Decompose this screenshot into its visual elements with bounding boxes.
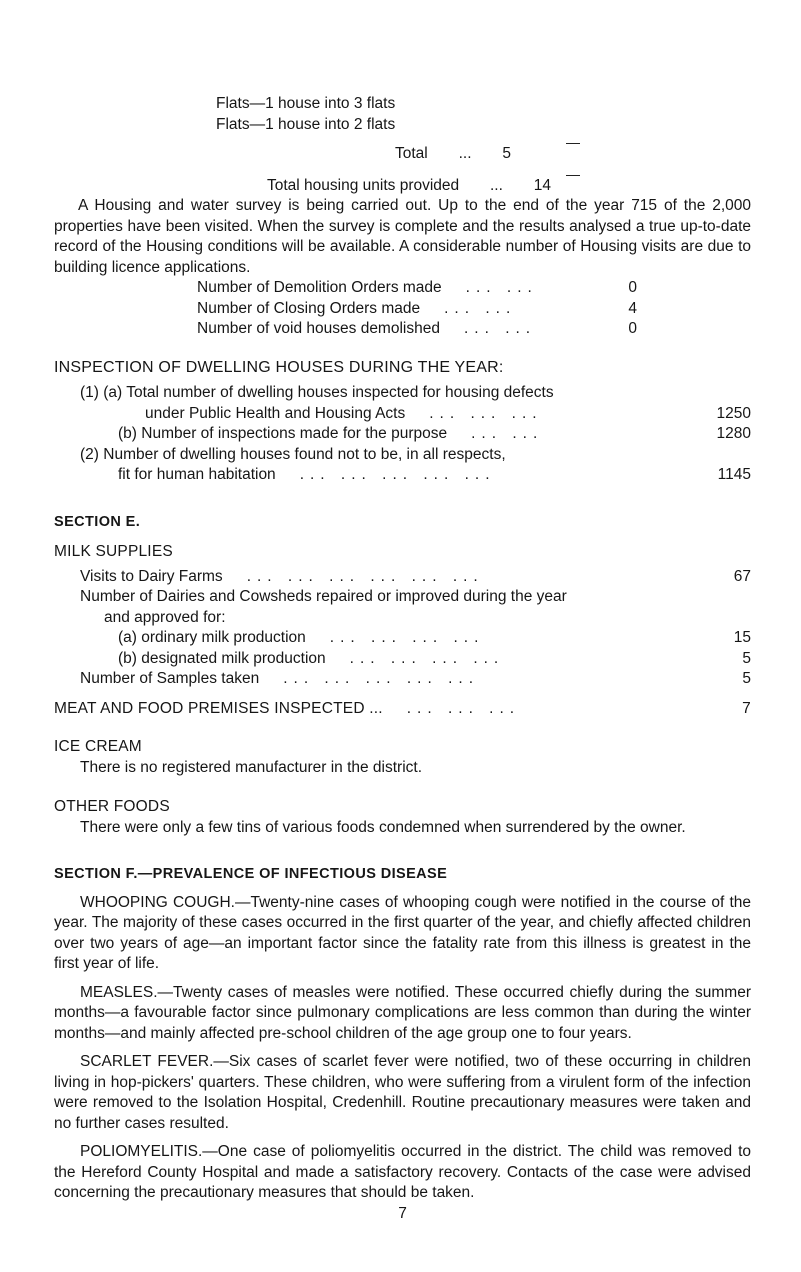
total-value: 5 — [502, 145, 511, 162]
designated-value: 5 — [742, 649, 751, 667]
inspection-b-label: (b) Number of inspections made for the purpose — [118, 425, 448, 442]
flats-line: Flats—1 house into 3 flats — [216, 95, 396, 112]
flats-list — [216, 94, 751, 135]
inspection-b-value: 1280 — [716, 425, 751, 442]
document-page — [54, 94, 751, 1224]
order-value: 0 — [628, 279, 637, 296]
inspection-a-row: under Public Health and Housing Acts ... ... ... 1250 — [80, 404, 751, 425]
order-row: Number of Demolition Orders made ... ... 0 — [197, 278, 637, 299]
housing-units-value: 14 — [533, 176, 552, 194]
inspection-c-label: fit for human habitation — [118, 466, 276, 483]
designated-row: (b) designated milk production ... ... ... ... 5 — [80, 649, 751, 670]
order-label: Number of void houses demolished — [197, 320, 440, 337]
dairy-visits-value: 67 — [733, 567, 751, 585]
meat-label: MEAT AND FOOD PREMISES INSPECTED ... — [54, 699, 383, 717]
inspection-block — [80, 383, 751, 486]
dairy-visits-row: Visits to Dairy Farms ... ... ... ... ... ... 67 — [80, 567, 751, 588]
scarlet-fever-paragraph: SCARLET FEVER.—Six cases of scarlet fever were notified, two of these occurring in children living in hop-pickers' quarters. These children, who were suffering from a virulent form of the infection were removed to the Isolation Hospital, Credenhill. Routine precautionary measures were taken and no further cases resulted. — [54, 1053, 751, 1132]
inspection-c-row: fit for human habitation ... ... ... ... ... 1145 — [80, 465, 751, 486]
section-f-title: SECTION F.—PREVALENCE OF INFECTIOUS DISEASE — [54, 866, 448, 882]
housing-units-dots: ... — [490, 176, 503, 194]
order-label: Number of Closing Orders made — [197, 299, 421, 317]
milk-heading: MILK SUPPLIES — [54, 543, 173, 560]
ordinary-row: (a) ordinary milk production ... ... ... ... 15 — [80, 628, 751, 649]
housing-units-row — [267, 176, 751, 197]
total-dots: ... — [458, 145, 472, 162]
survey-paragraph: A Housing and water survey is being carried out. Up to the end of the year 715 of the 2,000 properties have been visited. When the survey is complete and the results analysed a true up-to-date record of the Housing conditions will be available. A considerable number of Housing visits are due to building licence applications. — [54, 197, 751, 276]
inspection-c-value: 1145 — [717, 466, 751, 483]
section-e-title: SECTION E. — [54, 513, 141, 530]
order-value: 4 — [628, 299, 637, 317]
orders-list — [197, 278, 637, 340]
designated-label: (b) designated milk production — [118, 649, 326, 667]
other-foods-heading: OTHER FOODS — [54, 798, 170, 815]
inspection-a-line1: (1) (a) Total number of dwelling houses inspected for housing defects — [80, 384, 554, 401]
inspection-b-row: (b) Number of inspections made for the purpose ... ... 1280 — [80, 424, 751, 445]
other-foods-text: There were only a few tins of various foods condemned when surrendered by the owner. — [80, 818, 686, 836]
order-label: Number of Demolition Orders made — [197, 279, 442, 296]
meat-value: 7 — [742, 699, 751, 717]
poliomyelitis-paragraph: POLIOMYELITIS.—One case of poliomyelitis occurred in the district. The child was removed to the Hereford County Hospital and made a satisfactory recovery. Contacts of the case were advised concerning the precautionary measures that should be taken. — [54, 1143, 751, 1201]
dairies-line2: and approved for: — [104, 608, 226, 626]
order-row: Number of void houses demolished ... ... 0 — [197, 319, 637, 340]
order-value: 0 — [628, 320, 637, 337]
inspection-c-line1: (2) Number of dwelling houses found not to be, in all respects, — [80, 445, 506, 463]
ice-cream-text: There is no registered manufacturer in the district. — [80, 758, 423, 776]
dairy-visits-label: Visits to Dairy Farms — [80, 567, 223, 585]
flats-line: Flats—1 house into 2 flats — [216, 115, 396, 133]
total-label: Total — [395, 145, 428, 162]
page-number: 7 — [398, 1204, 407, 1222]
whooping-cough-paragraph: WHOOPING COUGH.—Twenty-nine cases of whooping cough were notified in the course of the year. The majority of these cases occurred in the first quarter of the year, and chiefly affected children over two years of age—an important factor since the fatality rate from this illness is greatest in the first year of life. — [54, 893, 751, 972]
ordinary-value: 15 — [733, 629, 751, 646]
samples-value: 5 — [742, 670, 751, 687]
inspection-a-value: 1250 — [716, 404, 751, 422]
inspection-heading: INSPECTION OF DWELLING HOUSES DURING THE YEAR: — [54, 358, 504, 376]
dairies-line1: Number of Dairies and Cowsheds repaired or improved during the year — [80, 588, 567, 605]
housing-units-label: Total housing units provided — [267, 176, 460, 194]
meat-row: MEAT AND FOOD PREMISES INSPECTED ... ... ... ... 7 — [54, 699, 751, 720]
milk-block — [80, 567, 751, 690]
ordinary-label: (a) ordinary milk production — [118, 629, 306, 646]
inspection-a-label: under Public Health and Housing Acts — [145, 404, 406, 422]
measles-paragraph: MEASLES.—Twenty cases of measles were notified. These occurred chiefly during the summer months—a favourable factor since pulmonary complications are less common than during the winter months—and mainly affected pre-school children of the age group one to four years. — [54, 983, 751, 1042]
total-row — [395, 144, 751, 165]
samples-label: Number of Samples taken — [80, 670, 260, 687]
order-row: Number of Closing Orders made ... ... 4 — [197, 299, 637, 320]
samples-row: Number of Samples taken ... ... ... ... ... 5 — [80, 669, 751, 690]
ice-cream-heading: ICE CREAM — [54, 738, 142, 755]
